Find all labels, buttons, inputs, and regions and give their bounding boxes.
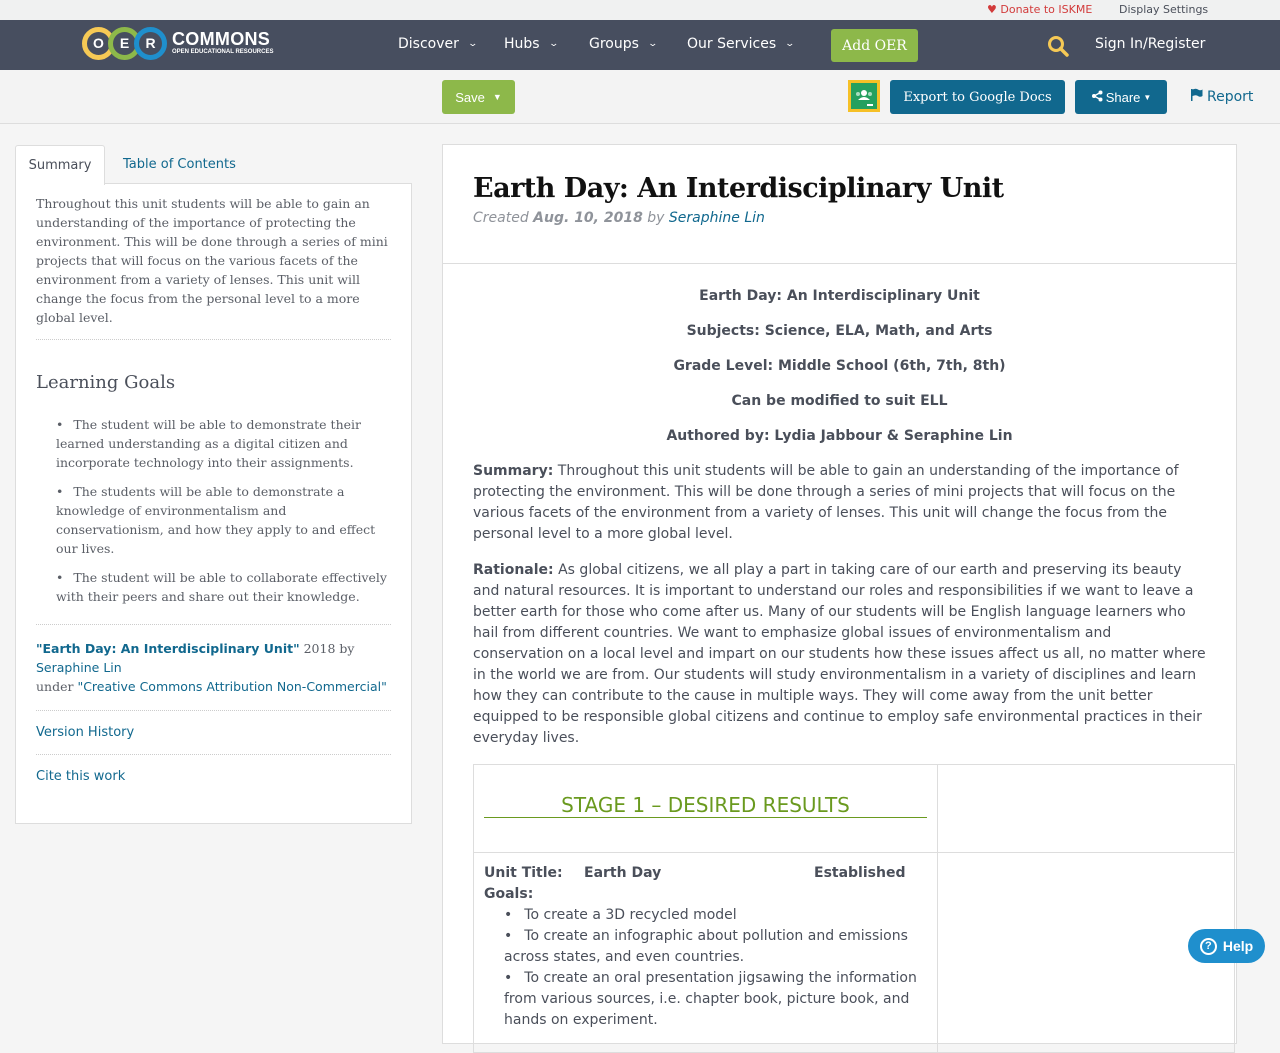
sidebar-panel	[15, 183, 412, 824]
share-icon	[1091, 90, 1103, 105]
resource-content	[442, 144, 1237, 1044]
established-label: Established	[814, 865, 906, 881]
goals-label: Goals:	[484, 886, 534, 902]
nav-our-services[interactable]: Our Services ⌄	[687, 36, 796, 52]
resource-header	[443, 145, 1236, 264]
chevron-down-icon: ⌄	[467, 39, 478, 49]
chevron-down-icon: ⌄	[784, 39, 796, 49]
caret-down-icon: ▼	[492, 92, 502, 102]
logo-text: COMMONS OPEN EDUCATIONAL RESOURCES	[172, 29, 274, 55]
version-history-link[interactable]: Version History	[36, 725, 135, 740]
question-icon: ?	[1200, 938, 1217, 955]
attribution-block: "Earth Day: An Interdisciplinary Unit" 2018 by Seraphine Lin under "Creative Commons Attribution Non-Commercial"	[36, 624, 391, 710]
resource-body	[443, 264, 1236, 1053]
stage-title: STAGE 1 – DESIRED RESULTS	[484, 795, 927, 818]
grade-level-line: Grade Level: Middle School (6th, 7th, 8th)	[673, 358, 1006, 374]
sign-in-register-link[interactable]: Sign In/Register	[1095, 36, 1206, 52]
share-button[interactable]: Share ▼	[1075, 80, 1167, 114]
goal-item: • To create an infographic about pollution and emissions across states, and even countries.	[504, 926, 927, 968]
centered-heading: Earth Day: An Interdisciplinary Unit	[699, 288, 980, 304]
page-title: Earth Day: An Interdisciplinary Unit	[473, 173, 1004, 204]
main-nav	[0, 20, 1280, 70]
learning-goal-item: • The student will be able to demonstrate their learned understanding as a digital citizen and incorporate technology into their assignments.	[56, 415, 391, 472]
save-button[interactable]: Save ▼	[442, 80, 515, 114]
report-link[interactable]: Report	[1190, 88, 1253, 105]
attribution-title-link[interactable]: "Earth Day: An Interdisciplinary Unit"	[36, 641, 300, 656]
created-date: Aug. 10, 2018	[533, 210, 643, 226]
goal-item: • To create a 3D recycled model	[504, 905, 927, 926]
ell-line: Can be modified to suit ELL	[731, 393, 948, 409]
license-link[interactable]: "Creative Commons Attribution Non-Commercial"	[77, 679, 387, 694]
learning-goal-item: • The students will be able to demonstrate a knowledge of environmentalism and conservationism, and how they apply to and effect our lives.	[56, 482, 391, 558]
flag-icon	[1190, 88, 1203, 105]
export-google-docs-button[interactable]: Export to Google Docs	[890, 80, 1065, 114]
cite-this-work-link[interactable]: Cite this work	[36, 769, 126, 784]
logo-ring-o: O	[82, 27, 115, 60]
logo-ring-e: E	[108, 27, 141, 60]
chevron-down-icon: ⌄	[647, 39, 658, 49]
oer-commons-logo[interactable]	[82, 26, 273, 60]
caret-down-icon: ▼	[1143, 92, 1152, 102]
add-oer-button[interactable]: Add OER	[831, 29, 918, 62]
established-goals-list	[484, 905, 927, 1031]
nav-hubs[interactable]: Hubs ⌄	[504, 36, 559, 52]
sidebar-tabs	[15, 145, 412, 184]
goal-item: • To create an oral presentation jigsawing the information from various sources, i.e. chapter book, picture book, and hands on experiment.	[504, 968, 927, 1031]
stage-table	[473, 764, 1235, 1053]
sidebar-summary: Throughout this unit students will be able to gain an understanding of the importance of protecting the environment. This will be done through a series of mini projects that will focus on the various facets of the environment from a variety of lenses. This unit will change the focus from the personal level to a more global level.	[36, 194, 391, 340]
unit-title-label: Unit Title:	[484, 865, 563, 881]
attribution-author-link[interactable]: Seraphine Lin	[36, 660, 122, 675]
google-classroom-icon[interactable]	[848, 80, 880, 112]
rationale-paragraph: Rationale: As global citizens, we all play a part in taking care of our earth and preserving its beauty and natural resources. It is important to understand our roles and responsibilities if we want to leave a better earth for those who come after us. Many of our students will be English language learners who hail from different countries. We want to emphasize global issues of environmentalism and conservation on a local level and impart on our students how these issues affect us all, no matter where in the world we are from. Our students will study environmentalism in a variety of disciplines and learn how they can contribute to the cause in multiple ways. They will come away from the unit better equipped to be responsible global citizens and continue to employ safe environmental practices in their everyday lives.	[473, 562, 1206, 746]
help-button[interactable]: ? Help	[1188, 929, 1265, 963]
authored-by-line: Authored by: Lydia Jabbour & Seraphine Lin	[666, 428, 1013, 444]
unit-title-value: Earth Day	[584, 865, 662, 881]
stage-title-cell	[474, 765, 938, 853]
learning-goals-list	[36, 415, 391, 606]
donate-link[interactable]: ♥ Donate to ISKME	[987, 3, 1093, 16]
subjects-line: Subjects: Science, ELA, Math, and Arts	[686, 323, 993, 339]
display-settings-link[interactable]: Display Settings	[1119, 3, 1209, 16]
logo-ring-r: R	[134, 27, 167, 60]
nav-discover[interactable]: Discover ⌄	[398, 36, 478, 52]
author-link[interactable]: Seraphine Lin	[668, 210, 765, 226]
search-icon[interactable]	[1047, 35, 1069, 57]
chevron-down-icon: ⌄	[548, 39, 559, 49]
unit-title-cell	[474, 853, 938, 1053]
empty-cell	[938, 765, 1235, 853]
nav-groups[interactable]: Groups ⌄	[589, 36, 658, 52]
tab-summary[interactable]: Summary	[15, 145, 105, 185]
learning-goals-heading: Learning Goals	[36, 372, 176, 393]
learning-goal-item: • The student will be able to collaborate effectively with their peers and share out their knowledge.	[56, 568, 391, 606]
summary-paragraph: Summary: Throughout this unit students will be able to gain an understanding of the importance of protecting the environment. This will be done through a series of mini projects that will focus on the various facets of the environment from a variety of lenses. This unit will change the focus from the personal level to a more global level.	[473, 463, 1179, 542]
tab-table-of-contents[interactable]: Table of Contents	[123, 157, 236, 172]
resource-toolbar	[0, 70, 1280, 124]
heart-icon: ♥	[987, 3, 997, 16]
created-info: Created Aug. 10, 2018 by Seraphine Lin	[473, 210, 765, 226]
utility-bar	[0, 0, 1280, 20]
